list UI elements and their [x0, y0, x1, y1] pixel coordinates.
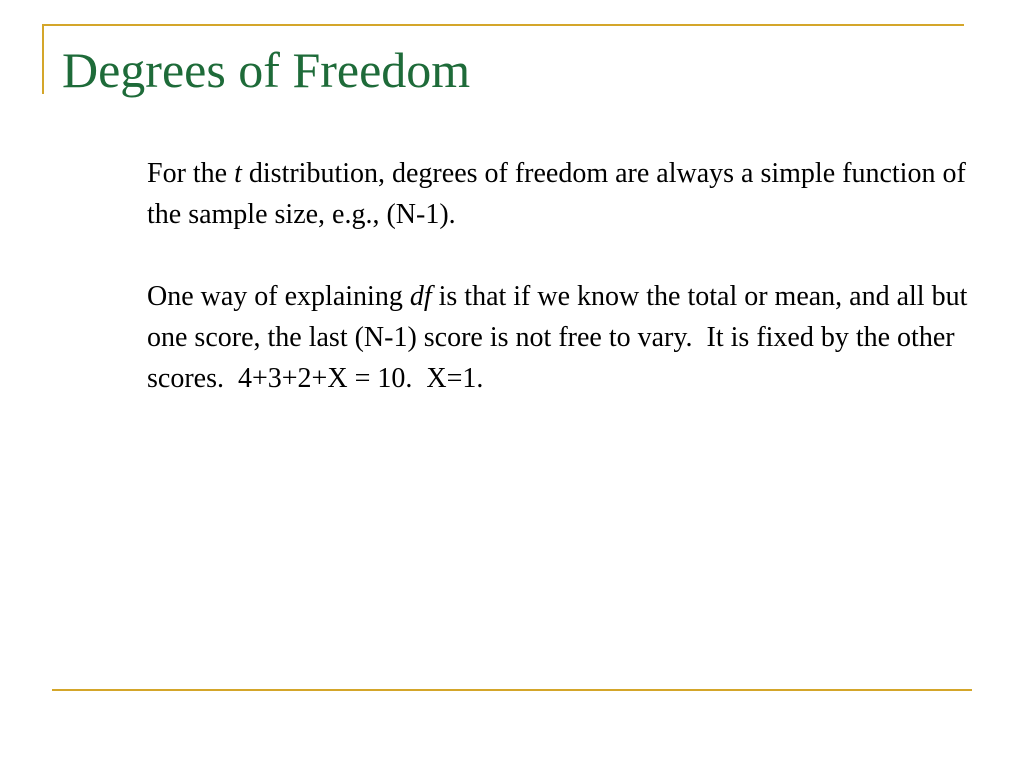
df-term: df: [409, 281, 432, 312]
paragraph-2-text-before: One way of explaining: [147, 281, 410, 312]
slide-title: Degrees of Freedom: [62, 42, 471, 98]
slide-body: [147, 153, 997, 399]
t-variable: t: [234, 158, 242, 189]
paragraph-1-text-after: distribution, degrees of freedom are always a simple function of the sample size, e.g., (N-1).: [147, 158, 973, 230]
top-accent-line: [42, 24, 964, 26]
paragraph-df-explanation: [147, 276, 997, 399]
paragraph-t-distribution: [147, 153, 997, 235]
bottom-accent-line: [52, 689, 972, 691]
paragraph-2-text-after: is that if we know the total or mean, and all but one score, the last (N-1) score is not free to vary. It is fixed by the other scores. 4+3+2+X = 10. X=1.: [147, 281, 975, 394]
paragraph-1-text-before: For the: [147, 158, 235, 189]
left-accent-line: [42, 24, 44, 94]
